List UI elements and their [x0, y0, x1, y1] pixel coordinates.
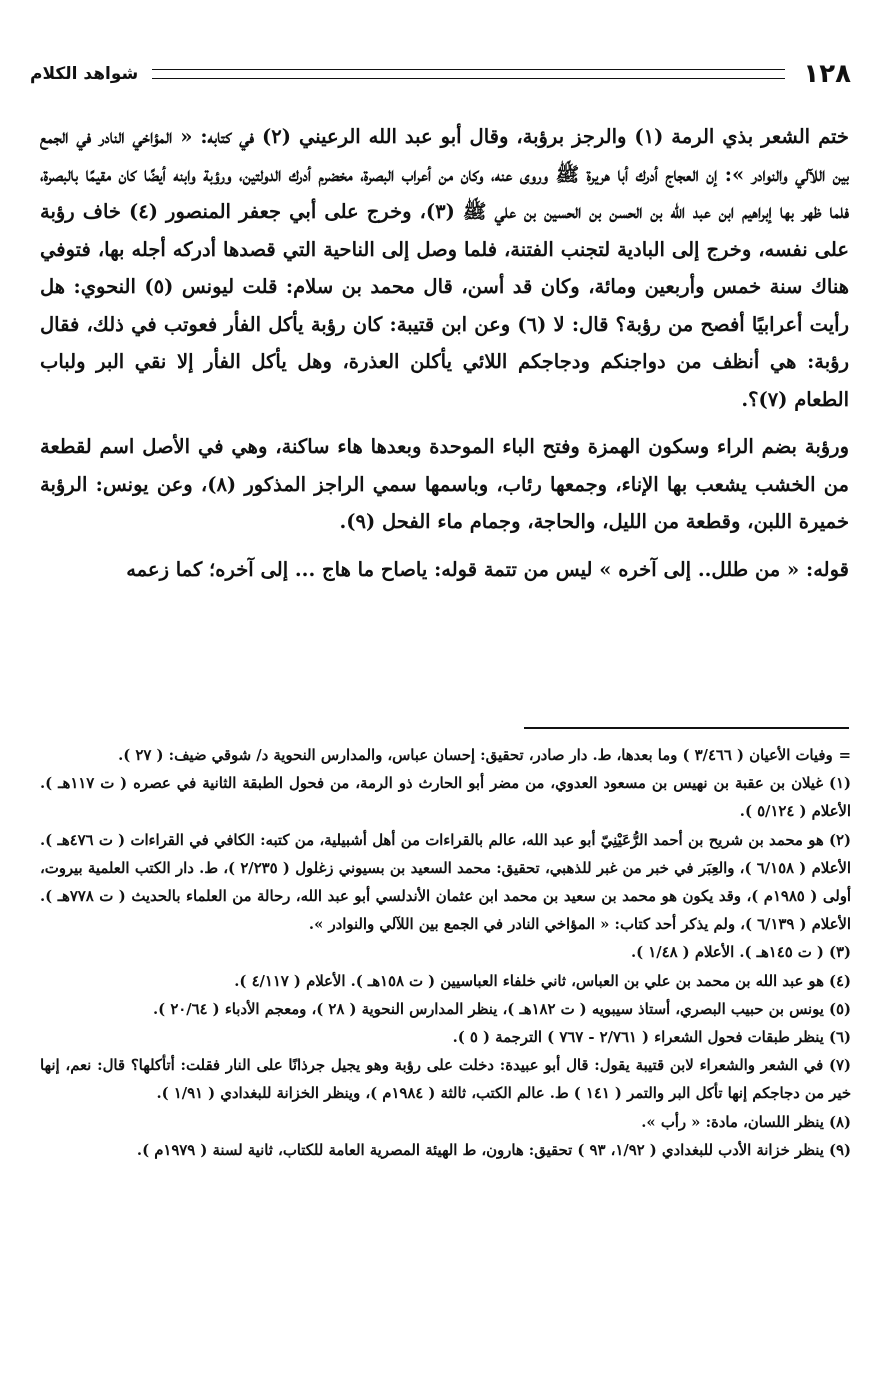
- page-number: ١٢٨: [803, 59, 851, 89]
- main-text: [40, 118, 849, 598]
- footnote: (٣) ( ت ١٤٥هـ ). الأعلام ( ١/٤٨ ).: [630, 944, 851, 962]
- footnote-continuation-text: وفيات الأعيان ( ٣/٤٦٦ ) وما بعدها، ط. دار صادر، تحقيق: إحسان عباس، والمدارس النحوية د/ شوقي ضيف: ( ٢٧ ).: [118, 747, 833, 764]
- footnote: (٦) ينظر طبقات فحول الشعراء ( ٢/٧٦١ - ٧٦٧ ) الترجمة ( ٥ ).: [452, 1029, 851, 1047]
- page-header: [30, 60, 851, 88]
- paragraph: ختم الشعر بذي الرمة (١) والرجز برؤبة، وقال أبو عبد الله الرعيني (٢) في كتابه: « المؤاخي النادر في الجمع بين اللآلي والنوادر »: إن العجاج أدرك أبا هريرة ﷺ وروى عنه، وكان من أعراب البصرة، مخضرم أدرك الدولتين، ورؤبة وابنه أيضًا كان مقيمًا بالبصرة، فلما ظهر بها إبراهيم ابن عبد الله بن الحسن بن الحسين بن علي ﷺ (٣)، وخرج على أبي جعفر المنصور (٤) خاف رؤبة على نفسه، وخرج إلى البادية لتجنب الفتنة، فلما وصل إلى الناحية التي قصدها أدركه أجله بها، فتوفي هناك سنة خمس وأربعين ومائة، وكان قد أسن، قال محمد بن سلام: قلت ليونس (٥) النحوي: هل رأيت أعرابيًا أفصح من رؤبة؟ قال: لا (٦) وعن ابن قتيبة: كان رؤبة يأكل الفأر فعوتب في ذلك، فقال رؤبة: هي أنظف من دواجنكم ودجاجكم اللائي يأكلن العذرة، وهل يأكل الفأر إلا نقي البر ولباب الطعام (٧)؟.: [40, 125, 850, 411]
- footnote: (٨) ينظر اللسان، مادة: « رأب ».: [641, 1113, 851, 1131]
- footnote-separator: [524, 727, 849, 729]
- header-rule: [152, 69, 785, 79]
- footnote: (٧) في الشعر والشعراء لابن قتيبة يقول: قال أبو عبيدة: دخلت على رؤبة وهو يجيل جرذانًا على النار فقلت: أتأكلها؟ قال: نعم، إنها خير من دجاجكم إنها تأكل البر والتمر ( ١٤١ ) ط. عالم الكتب، ثالثة ( ١٩٨٤م )، وينظر الخزانة للبغدادي ( ١/٩١ ).: [40, 1057, 851, 1103]
- paragraph: قوله: « من طلل.. إلى آخره » ليس من تتمة قوله: ياصاح ما هاج ... إلى آخره؛ كما زعمه: [126, 557, 849, 581]
- paragraph: ورؤبة بضم الراء وسكون الهمزة وفتح الباء الموحدة وبعدها هاء ساكنة، وهي في الأصل اسم لقطعة من الخشب يشعب بها الإناء، وجمعها رئاب، وباسمها سمي الراجز المذكور (٨)، وعن يونس: الرؤبة خميرة اللبن، وقطعة من الليل، والحاجة، وجمام ماء الفحل (٩).: [40, 435, 849, 533]
- running-title: شواهد الكلام: [30, 64, 139, 84]
- footnote: (٤) هو عبد الله بن محمد بن علي بن العباس، ثاني خلفاء العباسيين ( ت ١٥٨هـ ). الأعلام ( ٤/١١٧ ).: [234, 972, 851, 990]
- footnote: (٢) هو محمد بن شريح بن أحمد الرُّعَيْنِيّ أبو عبد الله، عالم بالقراءات من أهل أشبيلية، من كتبه: الكافي في القراءات ( ت ٤٧٦هـ ). الأعلام ( ٦/١٥٨ )، والعِبَر في خبر من غبر للذهبي، تحقيق: محمد السعيد بن بسيوني زغلول ( ٢/٢٣٥ )، ط. دار الكتب العلمية بيروت، أولى ( ١٩٨٥م )، وقد يكون هو محمد بن سعيد بن محمد ابن عثمان الأندلسي أبو عبد الله، رحالة من العلماء بالحديث ( ت ٧٧٨هـ ). الأعلام ( ٦/١٣٩ )، ولم يذكر أحد كتاب: « المؤاخي النادر في الجمع بين اللآلي والنوادر ».: [40, 831, 851, 934]
- footnote: (٩) ينظر خزانة الأدب للبغدادي ( ١/٩٢، ٩٣ ) تحقيق: هارون، ط الهيئة المصرية العامة للكتاب، ثانية لسنة ( ١٩٧٩م ).: [136, 1141, 851, 1159]
- continuation-mark: =: [838, 747, 851, 764]
- footnote-continuation: [40, 742, 851, 770]
- footnote: (١) غيلان بن عقبة بن نهيس بن مسعود العدوي، من مضر أبو الحارث ذو الرمة، من فحول الطبقة الثانية في عصره ( ت ١١٧هـ ). الأعلام ( ٥/١٢٤ ).: [40, 775, 851, 821]
- footnotes: [40, 742, 851, 1165]
- footnote: (٥) يونس بن حبيب البصري، أستاذ سيبويه ( ت ١٨٢هـ )، ينظر المدارس النحوية ( ٢٨ )، ومعجم الأدباء ( ٢٠/٦٤ ).: [153, 1000, 851, 1018]
